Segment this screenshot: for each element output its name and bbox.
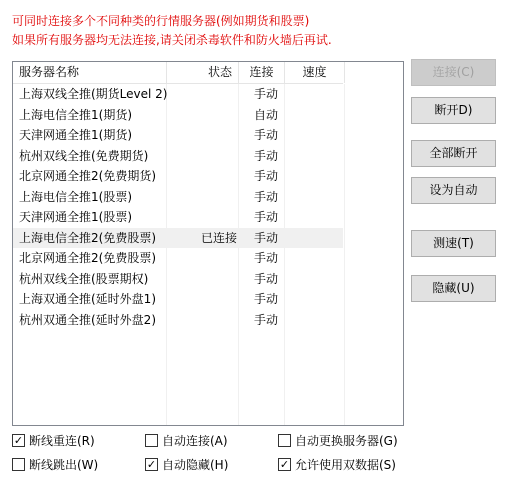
disconnect-button[interactable]: 断开D) bbox=[411, 97, 496, 124]
connect-mode-cell: 手动 bbox=[254, 128, 279, 142]
server-name-cell: 上海双通全推(延时外盘1) bbox=[19, 292, 156, 306]
checkbox-icon[interactable] bbox=[278, 434, 291, 447]
server-name-cell: 上海电信全推1(股票) bbox=[19, 189, 132, 204]
table-row[interactable] bbox=[13, 125, 343, 145]
checkbox-icon[interactable] bbox=[12, 458, 25, 471]
server-name-cell: 杭州双线全推(免费期货) bbox=[19, 148, 149, 163]
column-header-server-name[interactable]: 服务器名称 bbox=[13, 62, 167, 83]
column-header-status[interactable]: 状态 bbox=[167, 62, 239, 83]
status-cell bbox=[167, 125, 237, 145]
server-name-cell: 上海双线全推(期货Level 2) bbox=[19, 87, 168, 101]
notice-line-1: 可同时连接多个不同种类的行情服务器(例如期货和股票) bbox=[12, 14, 310, 28]
server-list[interactable] bbox=[12, 61, 404, 426]
status-cell bbox=[167, 310, 237, 330]
disconnect-all-button[interactable]: 全部断开 bbox=[411, 140, 496, 167]
table-row[interactable] bbox=[13, 248, 343, 268]
table-row[interactable] bbox=[13, 228, 343, 248]
status-cell bbox=[167, 207, 237, 227]
connect-mode-cell: 手动 bbox=[254, 230, 279, 245]
connect-mode-cell: 手动 bbox=[254, 87, 279, 101]
status-cell bbox=[167, 146, 237, 166]
hide-button[interactable]: 隐藏(U) bbox=[411, 275, 496, 302]
server-name-cell: 天津网通全推1(股票) bbox=[19, 210, 132, 224]
checkbox-label: 允许使用双数据(S) bbox=[295, 458, 396, 472]
connect-mode-cell: 手动 bbox=[254, 292, 279, 306]
checkbox-label: 断线重连(R) bbox=[29, 434, 95, 448]
checkmark-icon[interactable]: ✓ bbox=[13, 434, 24, 447]
table-row[interactable] bbox=[13, 310, 343, 330]
grid-line bbox=[344, 84, 345, 425]
status-cell: 已连接 bbox=[200, 230, 237, 245]
connect-button[interactable]: 连接(C) bbox=[411, 59, 496, 86]
server-name-cell: 北京网通全推2(免费期货) bbox=[19, 169, 156, 183]
connect-mode-cell: 手动 bbox=[254, 312, 279, 327]
checkmark-icon[interactable]: ✓ bbox=[146, 458, 157, 471]
server-name-cell: 上海电信全推1(期货) bbox=[19, 107, 132, 122]
table-row[interactable] bbox=[13, 84, 343, 104]
connect-mode-cell: 手动 bbox=[254, 189, 279, 204]
table-row[interactable] bbox=[13, 269, 343, 289]
status-cell bbox=[167, 166, 237, 186]
connect-mode-cell: 手动 bbox=[254, 210, 279, 224]
status-cell bbox=[167, 187, 237, 207]
checkmark-icon[interactable]: ✓ bbox=[279, 458, 290, 471]
checkbox-label: 自动连接(A) bbox=[162, 434, 228, 448]
server-name-cell: 北京网通全推2(免费股票) bbox=[19, 251, 156, 265]
status-cell bbox=[167, 248, 237, 268]
checkbox-icon[interactable] bbox=[145, 434, 158, 447]
server-name-cell: 上海电信全推2(免费股票) bbox=[19, 230, 156, 245]
speed-test-button[interactable]: 测速(T) bbox=[411, 230, 496, 257]
status-cell bbox=[167, 84, 237, 104]
table-row[interactable] bbox=[13, 289, 343, 309]
table-row[interactable] bbox=[13, 146, 343, 166]
set-auto-button[interactable]: 设为自动 bbox=[411, 177, 496, 204]
server-name-cell: 杭州双通全推(延时外盘2) bbox=[19, 312, 156, 327]
list-header bbox=[13, 62, 343, 84]
checkbox-label: 自动更换服务器(G) bbox=[295, 434, 398, 448]
checkbox-label: 自动隐藏(H) bbox=[162, 458, 229, 472]
table-row[interactable] bbox=[13, 166, 343, 186]
connect-mode-cell: 手动 bbox=[254, 271, 279, 286]
status-cell bbox=[167, 105, 237, 125]
connect-mode-cell: 手动 bbox=[254, 251, 279, 265]
column-header-speed[interactable]: 速度 bbox=[285, 62, 345, 83]
server-name-cell: 杭州双线全推(股票期权) bbox=[19, 271, 149, 286]
status-cell bbox=[167, 269, 237, 289]
notice-line-2: 如果所有服务器均无法连接,请关闭杀毒软件和防火墙后再试. bbox=[12, 33, 332, 47]
connect-mode-cell: 手动 bbox=[254, 148, 279, 163]
column-header-connect[interactable]: 连接 bbox=[239, 62, 285, 83]
table-row[interactable] bbox=[13, 207, 343, 227]
table-row[interactable] bbox=[13, 105, 343, 125]
server-name-cell: 天津网通全推1(期货) bbox=[19, 128, 132, 142]
status-cell bbox=[167, 289, 237, 309]
table-row[interactable] bbox=[13, 187, 343, 207]
connect-mode-cell: 自动 bbox=[254, 107, 279, 122]
connect-mode-cell: 手动 bbox=[254, 169, 279, 183]
checkbox-label: 断线跳出(W) bbox=[29, 458, 99, 472]
